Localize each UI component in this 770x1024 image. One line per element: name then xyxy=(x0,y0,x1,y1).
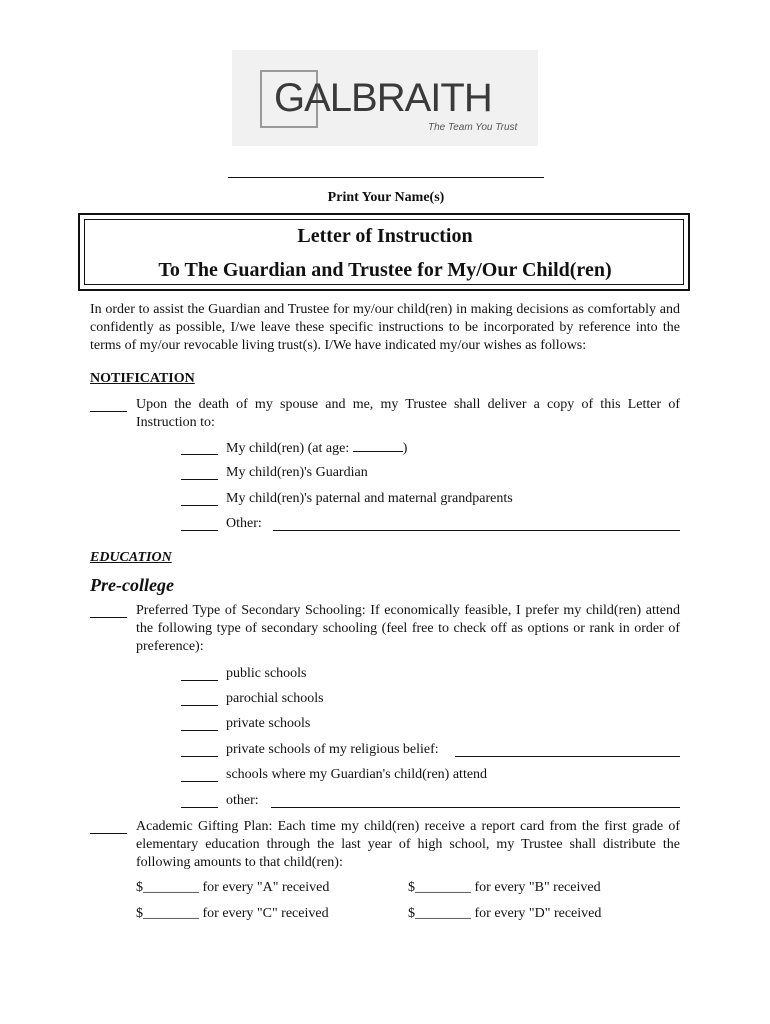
print-name-label: Print Your Name(s) xyxy=(327,190,445,205)
notify-grandparents-blank[interactable] xyxy=(181,493,218,506)
religious-belief-field[interactable] xyxy=(455,744,680,757)
grade-b-amount[interactable]: $________ for every "B" received xyxy=(408,880,601,895)
school-private-blank[interactable] xyxy=(181,718,218,731)
notification-heading: NOTIFICATION xyxy=(90,371,195,386)
school-parochial-option: parochial schools xyxy=(226,691,324,706)
school-guardian-child-option: schools where my Guardian's child(ren) attend xyxy=(226,767,488,782)
grade-d-amount[interactable]: $________ for every "D" received xyxy=(408,906,602,921)
galbraith-logo xyxy=(232,50,538,146)
gifting-text: Academic Gifting Plan: Each time my child(ren) receive a report card from the first grade of elementary education through the last year of high school, my Trustee shall distribute the following amounts to that child(ren): xyxy=(136,819,680,870)
document-subtitle: To The Guardian and Trustee for My/Our Child(ren) xyxy=(158,259,612,281)
school-religious-option: private schools of my religious belief: xyxy=(226,742,439,757)
notification-checkbox-blank[interactable] xyxy=(90,399,127,412)
notify-child-label: My child(ren) (at age: xyxy=(226,441,353,456)
school-guardian-child-blank[interactable] xyxy=(181,769,218,782)
logo-wordmark: GALBRAITH xyxy=(274,76,492,120)
logo-tagline: The Team You Trust xyxy=(428,122,518,133)
pre-college-subheading: Pre-college xyxy=(90,575,174,595)
schooling-text: Preferred Type of Secondary Schooling: If economically feasible, I prefer my child(ren) attend the following type of secondary schooling (feel free to check off as options or rank in order of preference): xyxy=(136,603,680,654)
notify-other-label: Other: xyxy=(226,516,262,531)
print-name-field[interactable] xyxy=(228,177,544,178)
school-religious-blank[interactable] xyxy=(181,744,218,757)
gifting-checkbox-blank[interactable] xyxy=(90,821,127,834)
school-public-option: public schools xyxy=(226,666,307,681)
school-parochial-blank[interactable] xyxy=(181,693,218,706)
grade-c-amount[interactable]: $________ for every "C" received xyxy=(136,906,329,921)
education-heading: EDUCATION xyxy=(90,550,172,565)
notify-guardian-option: My child(ren)'s Guardian xyxy=(226,465,368,480)
intro-paragraph: In order to assist the Guardian and Trustee for my/our child(ren) in making decisions as comfortably and confidently as possible, I/we leave these specific instructions to be incorporated by reference into the terms of my/our revocable living trust(s). I/We have indicated my/our wishes as follows: xyxy=(90,302,680,353)
notify-child-suffix: ) xyxy=(402,441,408,456)
school-public-blank[interactable] xyxy=(181,668,218,681)
school-other-label: other: xyxy=(226,793,259,808)
child-age-field[interactable] xyxy=(353,439,403,452)
school-other-field[interactable] xyxy=(271,795,680,808)
notify-guardian-blank[interactable] xyxy=(181,467,218,480)
schooling-checkbox-blank[interactable] xyxy=(90,605,127,618)
notify-other-blank[interactable] xyxy=(181,518,218,531)
notification-text: Upon the death of my spouse and me, my Trustee shall deliver a copy of this Letter of Instruction to: xyxy=(136,397,680,430)
notify-grandparents-option: My child(ren)'s paternal and maternal grandparents xyxy=(226,491,513,506)
notify-child-option xyxy=(226,439,407,458)
notify-other-field[interactable] xyxy=(273,518,680,531)
school-private-option: private schools xyxy=(226,716,311,731)
notify-child-blank[interactable] xyxy=(181,442,218,455)
grade-a-amount[interactable]: $________ for every "A" received xyxy=(136,880,330,895)
school-other-blank[interactable] xyxy=(181,795,218,808)
document-title: Letter of Instruction xyxy=(297,225,473,247)
